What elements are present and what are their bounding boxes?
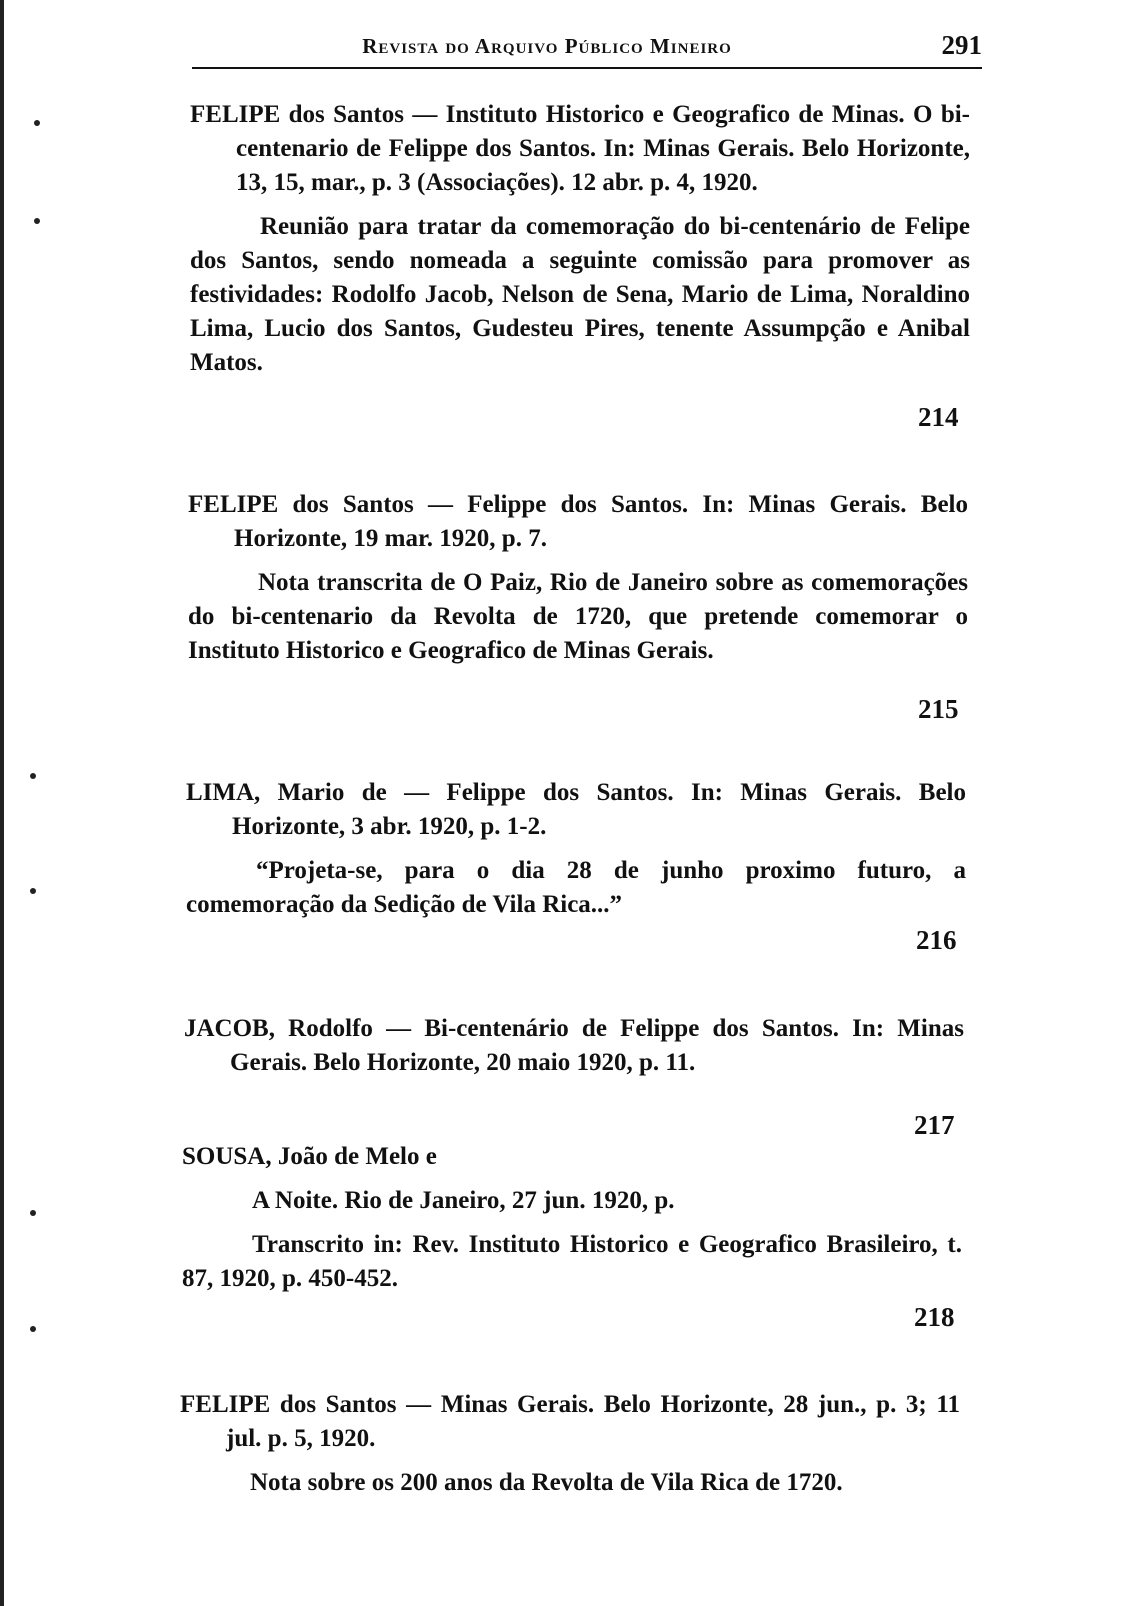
- entry-citation: JACOB, Rodolfo — Bi-centenário de Felippe dos Santos. In: Minas Gerais. Belo Horizonte, 20 maio 1920, p. 11.: [184, 1015, 964, 1076]
- bibliography-entry: [188, 488, 968, 668]
- entry-note: A Noite. Rio de Janeiro, 27 jun. 1920, p.: [252, 1187, 675, 1214]
- bibliography-entry: [186, 776, 966, 922]
- entry-note: “Projeta-se, para o dia 28 de junho proximo futuro, a comemoração da Sedição de Vila Rica...”: [186, 857, 966, 918]
- entry-citation: SOUSA, João de Melo e: [182, 1143, 437, 1170]
- page-number: 291: [941, 30, 982, 60]
- margin-dot: [34, 218, 40, 224]
- entry-note: Nota transcrita de O Paiz, Rio de Janeiro sobre as comemorações do bi-centenario da Revolta de 1720, que pretende comemorar o Instituto Historico e Geografico de Minas Gerais.: [188, 569, 968, 664]
- entry-note: Nota sobre os 200 anos da Revolta de Vila Rica de 1720.: [250, 1469, 843, 1496]
- entry-number: 214: [918, 402, 959, 432]
- margin-dot: [30, 1210, 36, 1216]
- entry-citation: FELIPE dos Santos — Instituto Historico e Geografico de Minas. O bi-centenario de Felippe dos Santos. In: Minas Gerais. Belo Horizonte, 13, 15, mar., p. 3 (Associações). 12 abr. p. 4, 1920.: [190, 101, 970, 196]
- margin-dot: [34, 120, 40, 126]
- bibliography-entry: [180, 1388, 960, 1500]
- bibliography-entry: [182, 1140, 962, 1296]
- entry-note-transcription: Transcrito in: Rev. Instituto Historico e Geografico Brasileiro, t. 87, 1920, p. 450-452.: [182, 1231, 962, 1292]
- margin-dot: [30, 888, 36, 894]
- page-header: [192, 30, 982, 70]
- header-rule: [192, 67, 982, 69]
- running-title: Revista do Arquivo Público Mineiro: [362, 34, 732, 58]
- bibliography-entry: [184, 1012, 964, 1080]
- entry-citation: FELIPE dos Santos — Minas Gerais. Belo Horizonte, 28 jun., p. 3; 11 jul. p. 5, 1920.: [180, 1391, 960, 1452]
- margin-dot: [30, 1326, 36, 1332]
- margin-dot: [30, 773, 36, 779]
- entry-citation: FELIPE dos Santos — Felippe dos Santos. In: Minas Gerais. Belo Horizonte, 19 mar. 1920, p. 7.: [188, 491, 968, 552]
- entry-number: 215: [918, 694, 959, 724]
- entry-number: 218: [914, 1302, 955, 1332]
- entry-number: 216: [916, 925, 957, 955]
- page-edge: [0, 0, 4, 1606]
- entry-note: Reunião para tratar da comemoração do bi-centenário de Felipe dos Santos, sendo nomeada a seguinte comissão para promover as festividades: Rodolfo Jacob, Nelson de Sena, Mario de Lima, Noraldino Lima, Lucio dos Santos, Gudesteu Pires, tenente Assumpção e Anibal Matos.: [190, 213, 970, 376]
- entry-citation: LIMA, Mario de — Felippe dos Santos. In: Minas Gerais. Belo Horizonte, 3 abr. 1920, p. 1-2.: [186, 779, 966, 840]
- entry-number: 217: [914, 1110, 955, 1140]
- bibliography-entry: [190, 98, 970, 380]
